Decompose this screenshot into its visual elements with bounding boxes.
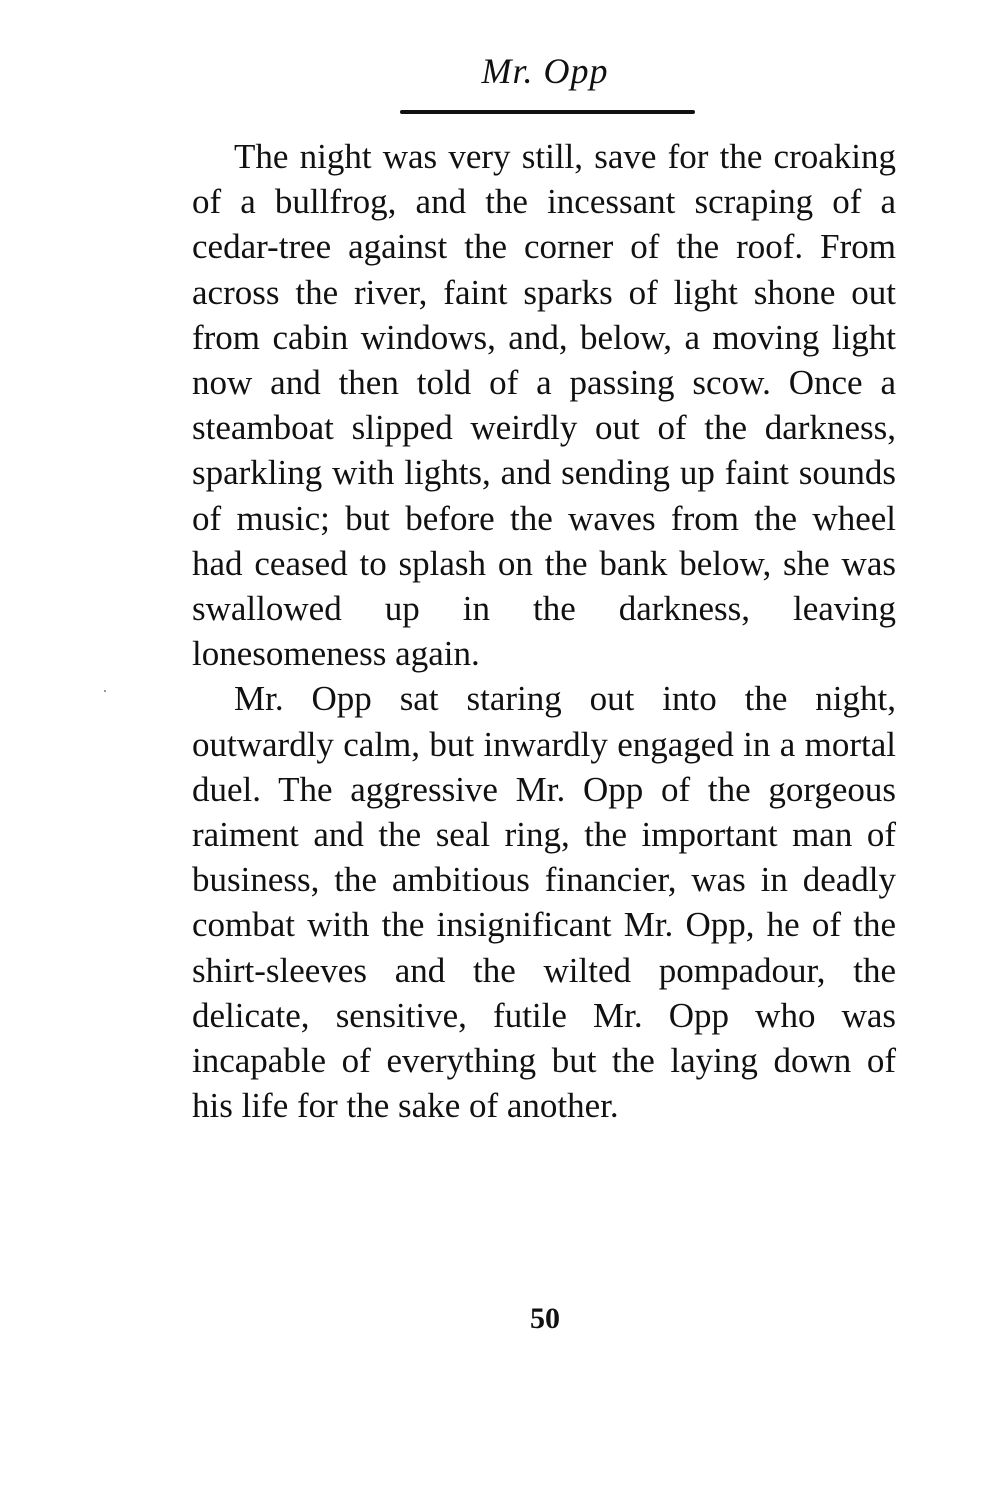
page-number: 50 bbox=[530, 1302, 560, 1335]
paragraph-2: Mr. Opp sat staring out into the night, outwardly calm, but inwardly engaged in a mortal duel. The aggressive Mr. Opp of the gorgeous raiment and the seal ring, the important man of business, the ambitious financier, was in deadly combat with the insignificant Mr. Opp, he of the shirt-sleeves and the wilted pompadour, the delicate, sensitive, futile Mr. Opp who was incapable of everything but the laying down of his life for the sake of another. bbox=[192, 679, 896, 1126]
margin-speck bbox=[104, 690, 106, 692]
paragraph-1: The night was very still, save for the croaking of a bullfrog, and the incessant scraping of a cedar-tree against the corner of the roof. From across the river, faint sparks of light shone out from cabin windows, and, below, a moving light now and then told of a passing scow. Once a steamboat slipped weirdly out of the darkness, sparkling with lights, and sending up faint sounds of music; but before the waves from the wheel had ceased to splash on the bank below, she was swallowed up in the darkness, leaving lonesomeness again. bbox=[192, 137, 896, 674]
body-text bbox=[192, 134, 896, 1128]
head-rule bbox=[400, 110, 695, 114]
running-head: Mr. Opp bbox=[481, 51, 609, 91]
